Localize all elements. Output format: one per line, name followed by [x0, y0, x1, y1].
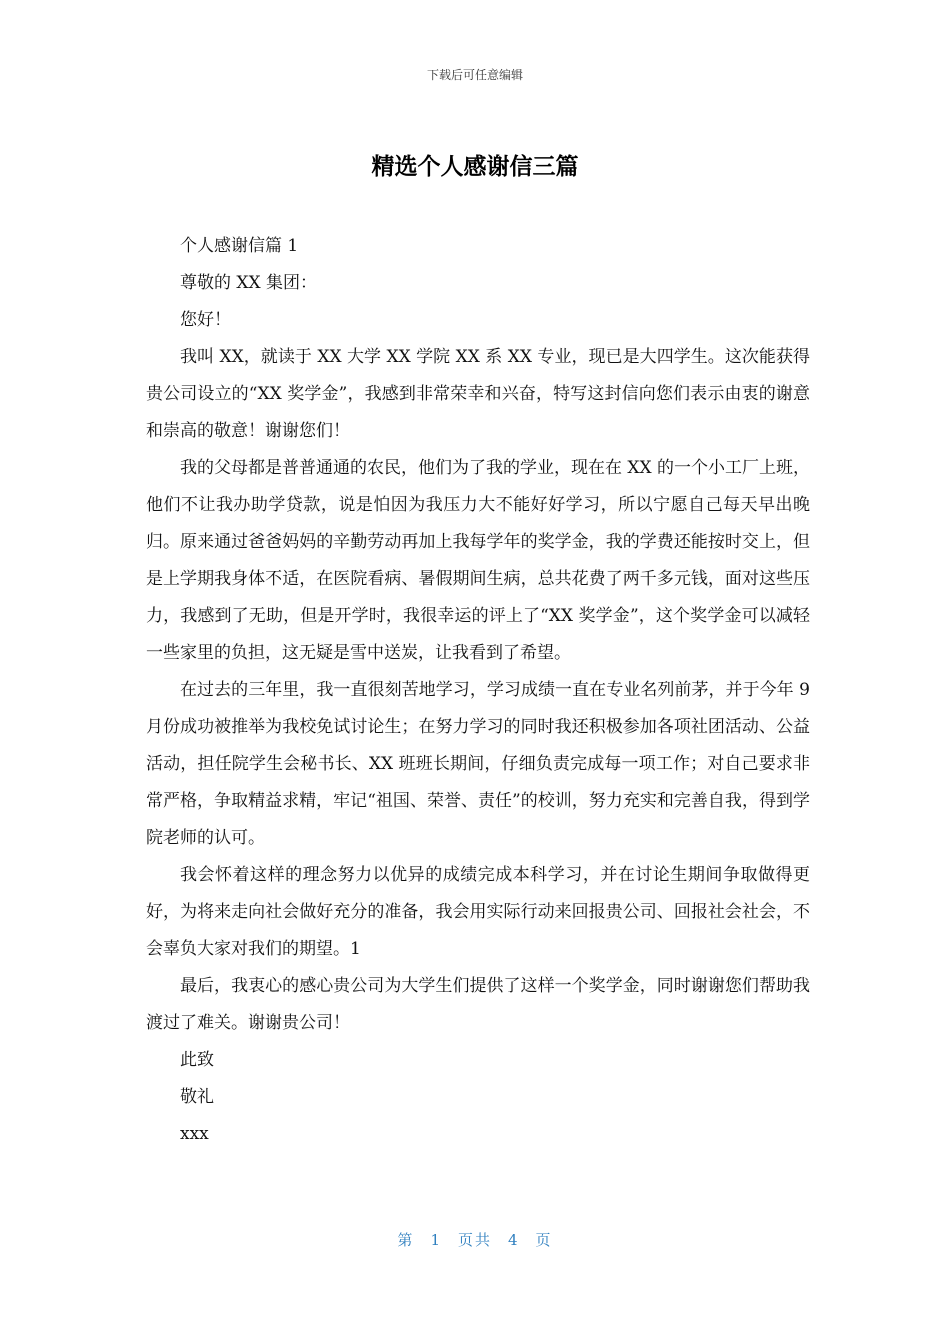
paragraph-commitment: 我会怀着这样的理念努力以优异的成绩完成本科学习，并在讨论生期间争取做得更好，为将来走向社会做好充分的准备，我会用实际行动来回报贵公司、回报社会社会，不会辜负大家对我们的期望。1: [146, 865, 810, 959]
greeting: 您好！: [180, 310, 231, 330]
closing-line-2: 敬礼: [180, 1087, 214, 1107]
page-header-note: 下载后可任意编辑: [426, 68, 523, 82]
page-prefix: 第: [397, 1231, 415, 1249]
document-title: 精选个人感谢信三篇: [371, 154, 579, 180]
page-footer: [0, 1229, 950, 1250]
paragraph-family: 我的父母都是普普通通的农民，他们为了我的学业，现在在 XX 的一个小工厂上班，他们不让我办助学贷款，说是怕因为我压力大不能好好学习，所以宁愿自己每天早出晚归。原来通过爸爸妈妈的辛勤劳动再加上我每学年的奖学金，我的学费还能按时交上，但是上学期我身体不适，在医院看病、暑假期间生病，总共花费了两千多元钱，面对这些压力，我感到了无助，但是开学时，我很幸运的评上了“XX 奖学金”，这个奖学金可以减轻一些家里的负担，这无疑是雪中送炭，让我看到了希望。: [146, 458, 811, 663]
closing-line-1: 此致: [180, 1050, 214, 1070]
paragraph-thanks: 最后，我衷心的感心贵公司为大学生们提供了这样一个奖学金，同时谢谢您们帮助我渡过了难关。谢谢贵公司！: [146, 976, 810, 1033]
page-total: 4: [508, 1231, 520, 1249]
salutation: 尊敬的 XX 集团：: [180, 273, 318, 293]
section-title: 个人感谢信篇 1: [180, 236, 299, 256]
paragraph-achievements: 在过去的三年里，我一直很刻苦地学习，学习成绩一直在专业名列前茅，并于今年 9 月份成功被推举为我校免试讨论生；在努力学习的同时我还积极参加各项社团活动、公益活动，担任院学生会秘书长、XX 班班长期间，仔细负责完成每一项工作；对自己要求非常严格，争取精益求精，牢记“祖国、荣誉、责任”的校训，努力充实和完善自我，得到学院老师的认可。: [146, 680, 810, 848]
page-suffix: 页: [535, 1231, 553, 1249]
page-middle: 页共: [457, 1231, 492, 1249]
page-number: 1: [430, 1231, 442, 1249]
signature: xxx: [180, 1124, 209, 1144]
paragraph-intro: 我叫 XX，就读于 XX 大学 XX 学院 XX 系 XX 专业，现已是大四学生。这次能获得贵公司设立的“XX 奖学金”，我感到非常荣幸和兴奋，特写这封信向您们表示由衷的谢意和崇高的敬意！谢谢您们！: [146, 347, 810, 441]
letter-body: [146, 228, 810, 1153]
